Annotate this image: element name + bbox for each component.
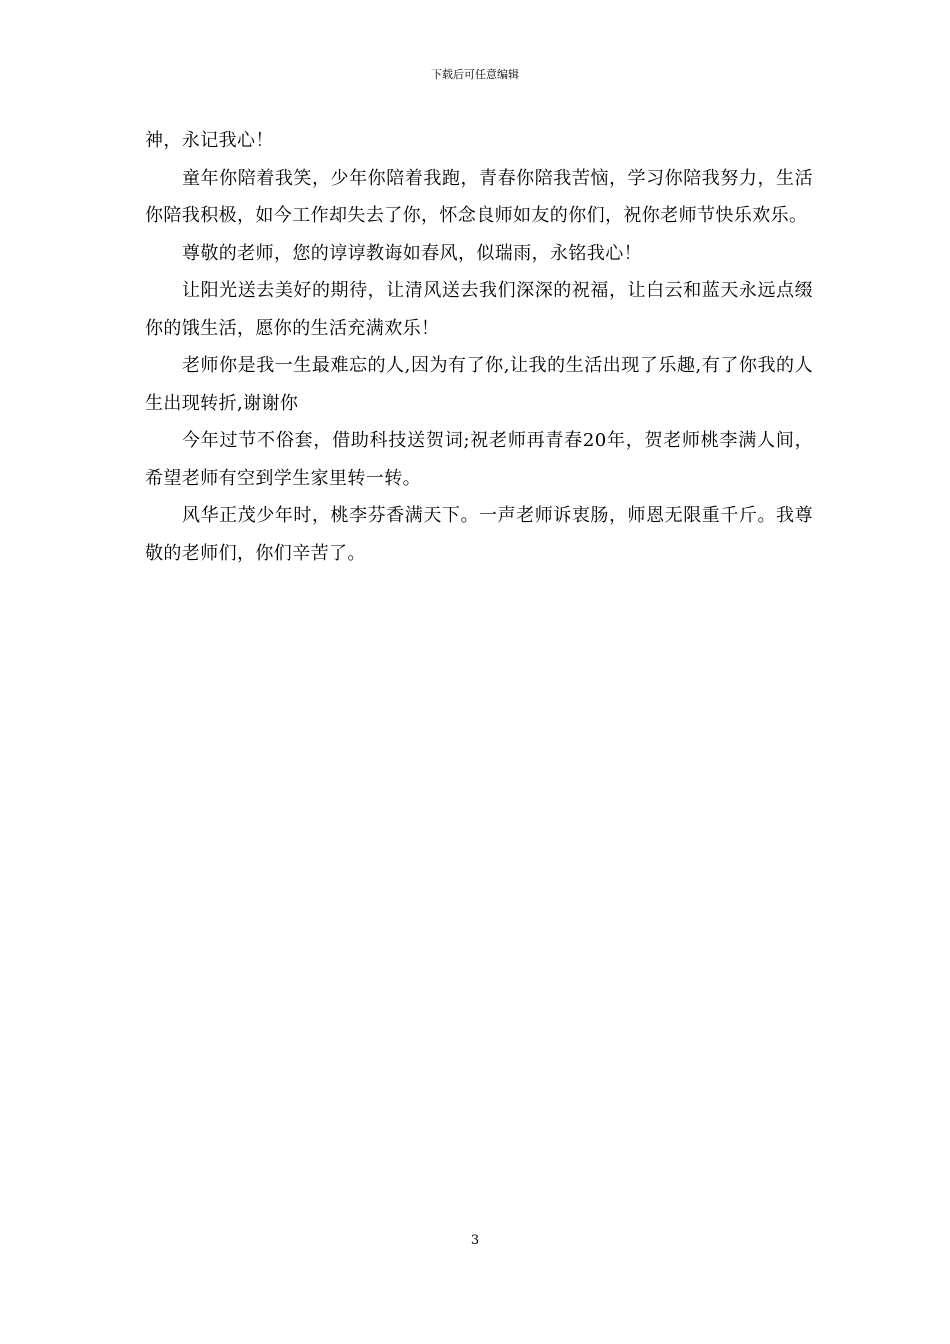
paragraph-3: 尊敬的老师，您的谆谆教诲如春风，似瑞雨，永铭我心！	[182, 242, 642, 264]
paragraph-4: 让阳光送去美好的期待，让清风送去我们深深的祝福，让白云和蓝天永远点缀你的饿生活，愿你的生活充满欢乐！	[145, 280, 813, 339]
page-number: 3	[470, 1233, 480, 1248]
page-header: 下载后可任意编辑	[431, 68, 519, 81]
paragraph-6: 今年过节不俗套，借助科技送贺词;祝老师再青春20年，贺老师桃李满人间，希望老师有空到学生家里转一转。	[145, 430, 813, 489]
paragraph-1: 神，永记我心！	[145, 130, 274, 151]
paragraph-2: 童年你陪着我笑，少年你陪着我跑，青春你陪我苦恼，学习你陪我努力，生活你陪我积极，如今工作却失去了你，怀念良师如友的你们，祝你老师节快乐欢乐。	[145, 167, 813, 226]
paragraph-7: 风华正茂少年时，桃李芬香满天下。一声老师诉衷肠，师恩无限重千斤。我尊敬的老师们，你们辛苦了。	[145, 505, 813, 564]
paragraph-5: 老师你是我一生最难忘的人,因为有了你,让我的生活出现了乐趣,有了你我的人生出现转折,谢谢你	[145, 355, 813, 414]
document-body	[145, 122, 813, 572]
